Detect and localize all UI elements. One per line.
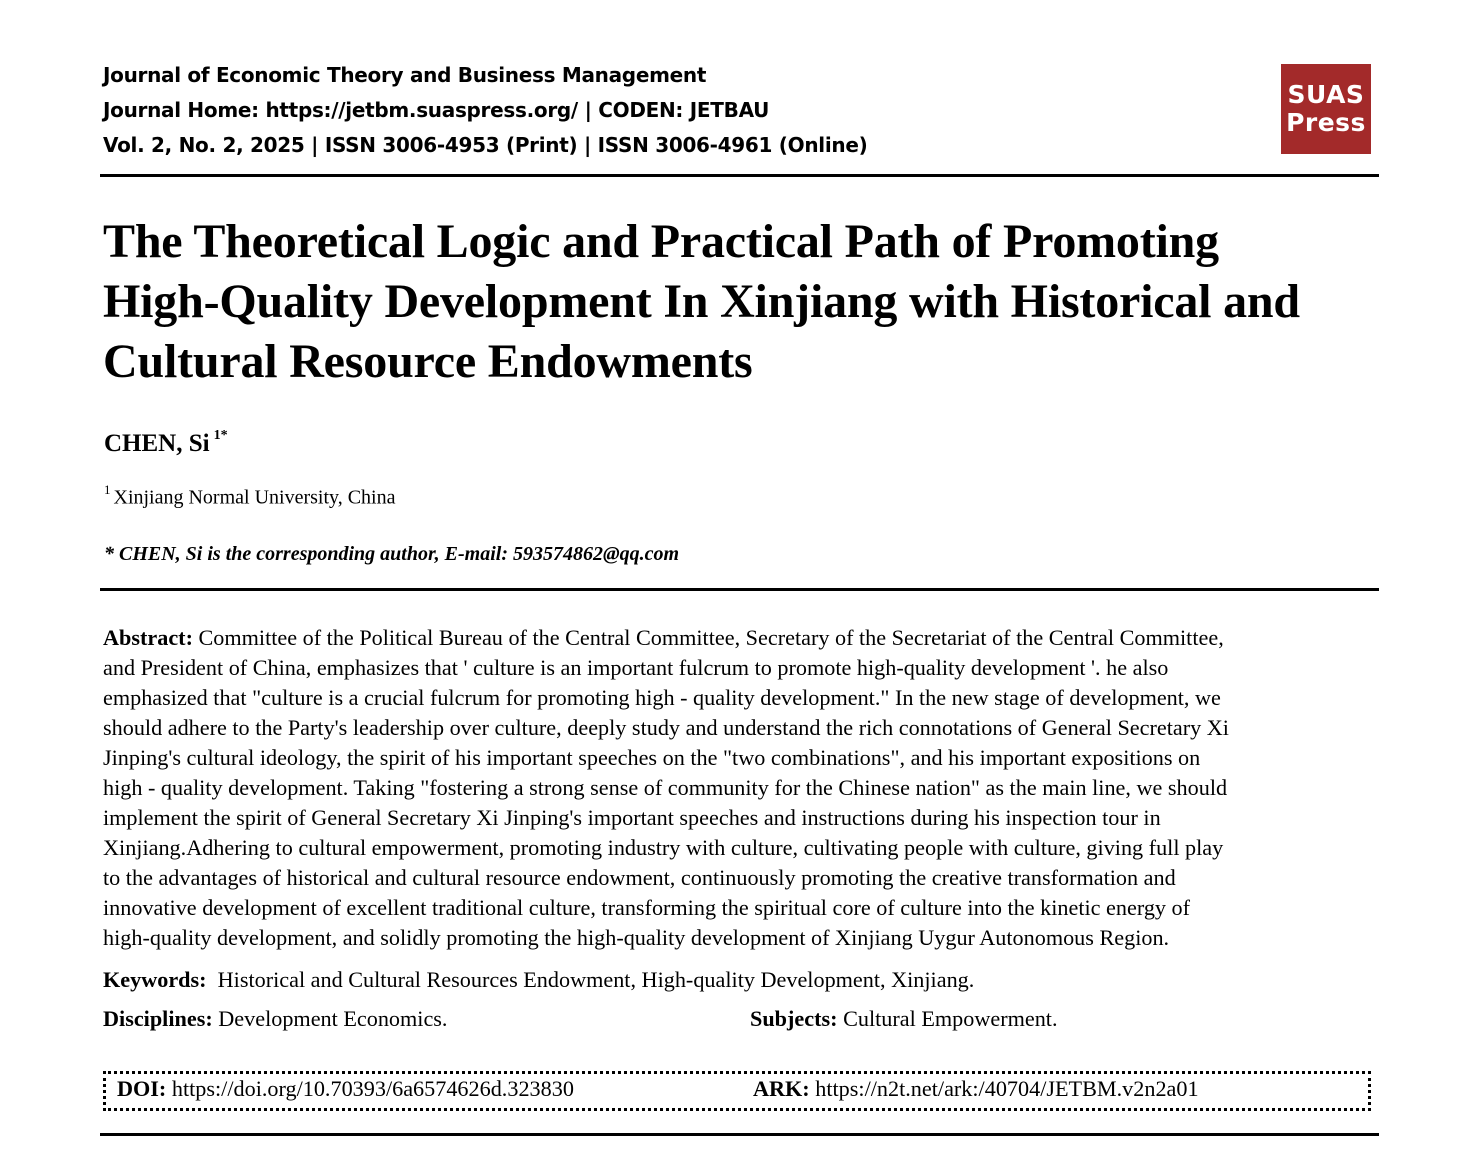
subjects-text: Cultural Empowerment. <box>843 1006 1058 1031</box>
subjects-label: Subjects: <box>750 1006 838 1031</box>
author-name: CHEN, Si <box>104 430 210 457</box>
abstract-line: and President of China, emphasizes that ' culture is an important fulcrum to promote high-quality development '. he also <box>103 655 1169 680</box>
keywords-label: Keywords: <box>103 967 207 992</box>
abstract <box>103 623 1383 953</box>
keywords <box>103 967 974 993</box>
doi-label: DOI: <box>117 1076 167 1101</box>
title-line: The Theoretical Logic and Practical Path of Promoting <box>103 215 1219 268</box>
section-divider <box>100 588 1379 591</box>
doi <box>117 1076 574 1102</box>
header-divider <box>100 174 1379 177</box>
abstract-line: implement the spirit of General Secretary Xi Jinping's important speeches and instructions during his inspection tour in <box>103 805 1161 830</box>
abstract-line: high-quality development, and solidly promoting the high-quality development of Xinjiang Uygur Autonomous Region. <box>103 925 1170 950</box>
corresponding-author-note: * CHEN, Si is the corresponding author, E-mail: 593574862@qq.com <box>104 543 680 565</box>
journal-issue: Vol. 2, No. 2, 2025 | ISSN 3006-4953 (Print) | ISSN 3006-4961 (Online) <box>103 133 868 157</box>
ark <box>753 1076 1199 1102</box>
footer-divider <box>100 1133 1379 1136</box>
journal-name: Journal of Economic Theory and Business Management <box>103 63 707 87</box>
journal-header <box>103 58 1003 163</box>
abstract-line: should adhere to the Party's leadership over culture, deeply study and understand the rich connotations of General Secretary Xi <box>103 715 1229 740</box>
abstract-line: to the advantages of historical and cultural resource endowment, continuously promoting the creative transformation and <box>103 865 1176 890</box>
disciplines <box>103 1006 447 1032</box>
journal-home[interactable]: Journal Home: https://jetbm.suaspress.org/ | CODEN: JETBAU <box>103 98 770 122</box>
abstract-line: Jinping's cultural ideology, the spirit of his important speeches on the "two combinations", and his important expositions on <box>103 745 1201 770</box>
subjects <box>750 1006 1058 1032</box>
affiliation-text: Xinjiang Normal University, China <box>113 486 396 509</box>
abstract-label: Abstract: <box>103 625 193 650</box>
paper-title <box>103 212 1393 392</box>
suas-press-logo <box>1281 64 1371 154</box>
affiliation <box>104 484 396 510</box>
title-line: High-Quality Development In Xinjiang with Historical and <box>103 275 1300 328</box>
title-line: Cultural Resource Endowments <box>103 335 753 388</box>
ark-link[interactable]: https://n2t.net/ark:/40704/JETBM.v2n2a01 <box>815 1076 1199 1101</box>
author <box>104 427 228 458</box>
disciplines-text: Development Economics. <box>218 1006 448 1031</box>
ark-label: ARK: <box>753 1076 810 1101</box>
abstract-line: Abstract: Committee of the Political Bureau of the Central Committee, Secretary of the Secretariat of the Central Committee, <box>103 625 1224 650</box>
logo-line-2: Press <box>1286 108 1366 137</box>
affiliation-number: 1 <box>104 482 111 497</box>
author-marks: 1* <box>213 427 228 443</box>
abstract-line: high - quality development. Taking "fostering a strong sense of community for the Chinese nation" as the main line, we should <box>103 775 1228 800</box>
abstract-line: Xinjiang.Adhering to cultural empowerment, promoting industry with culture, cultivating people with culture, giving full play <box>103 835 1224 860</box>
disciplines-label: Disciplines: <box>103 1006 213 1031</box>
abstract-line: innovative development of excellent traditional culture, transforming the spiritual core of culture into the kinetic energy of <box>103 895 1191 920</box>
doi-link[interactable]: https://doi.org/10.70393/6a6574626d.323830 <box>171 1076 574 1101</box>
logo-line-1: SUAS <box>1287 80 1365 109</box>
keywords-text: Historical and Cultural Resources Endowment, High-quality Development, Xinjiang. <box>217 967 975 992</box>
abstract-line: emphasized that "culture is a crucial fulcrum for promoting high - quality development." In the new stage of development, we <box>103 685 1221 710</box>
